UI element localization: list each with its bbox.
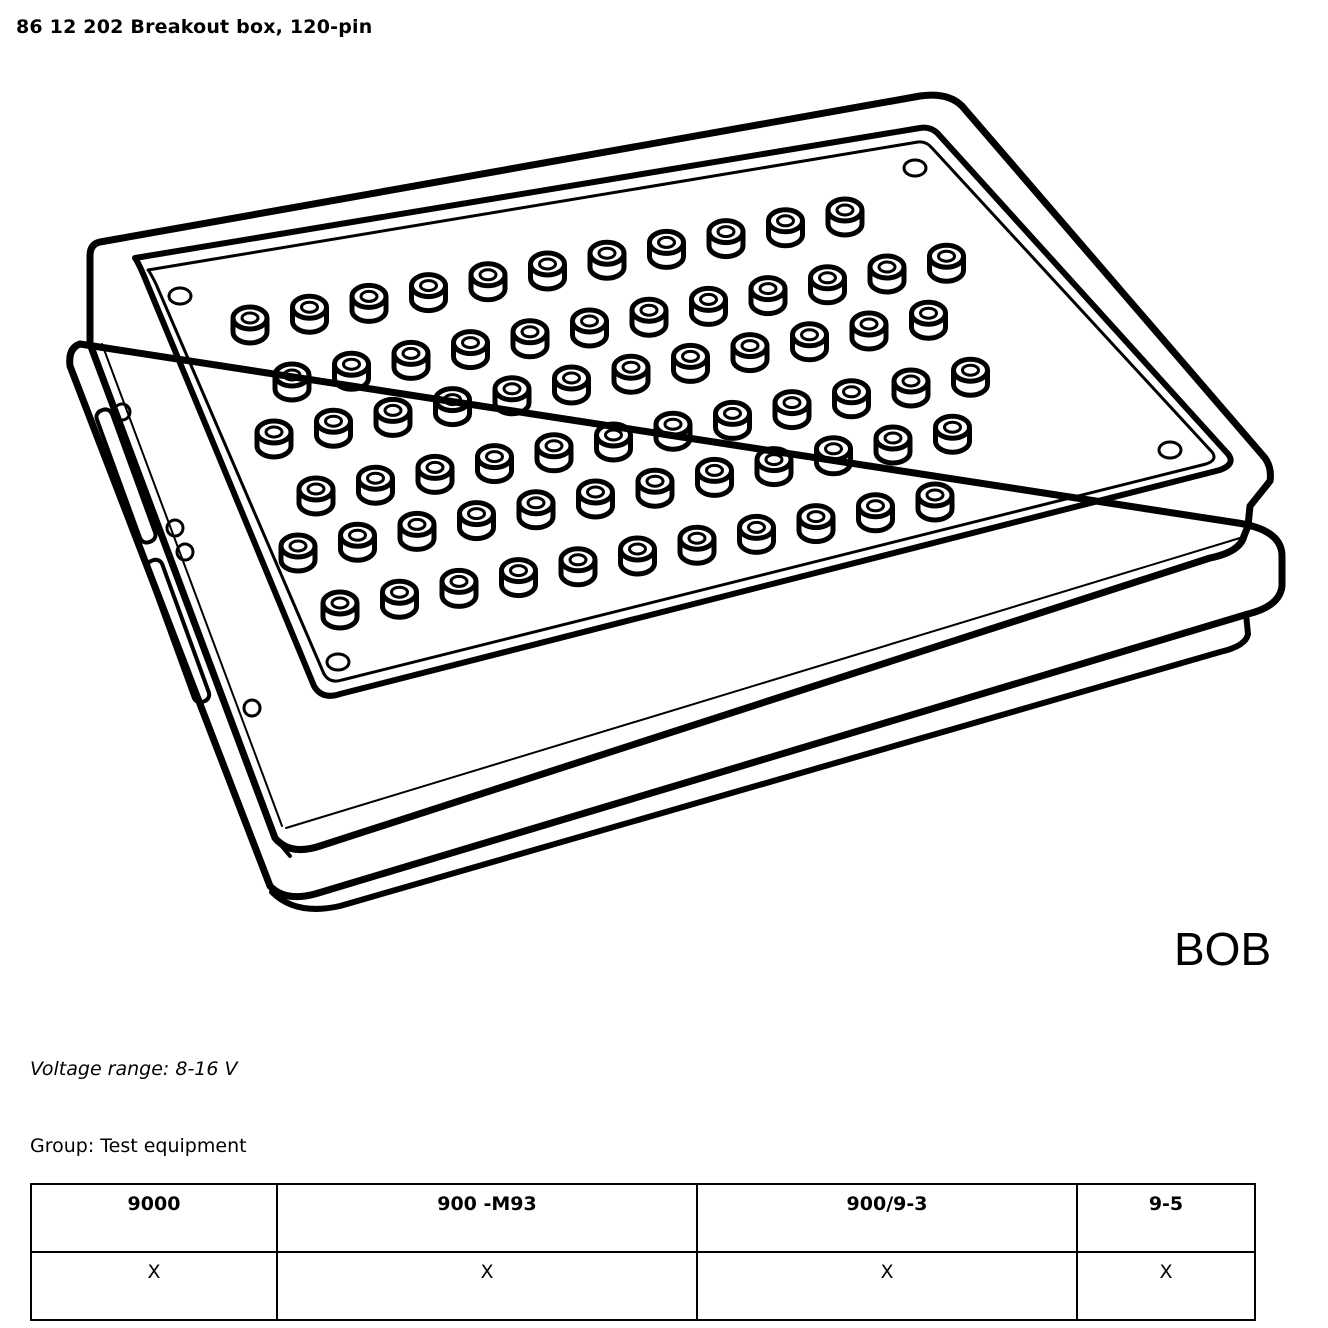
banana-socket-icon xyxy=(442,570,476,606)
side-screw-1 xyxy=(167,520,183,536)
panel-screw-bottom-left xyxy=(327,654,349,670)
banana-socket-icon xyxy=(513,321,547,357)
banana-socket-icon xyxy=(317,410,351,446)
panel-screw-bottom-right xyxy=(1159,442,1181,458)
banana-socket-icon xyxy=(299,478,333,514)
banana-socket-icon xyxy=(936,416,970,452)
banana-socket-icon xyxy=(799,506,833,542)
banana-socket-icon xyxy=(870,256,904,292)
banana-socket-icon xyxy=(519,492,553,528)
table-header-cell: 9-5 xyxy=(1077,1184,1255,1252)
table-header-cell: 900/9-3 xyxy=(697,1184,1077,1252)
banana-socket-icon xyxy=(775,392,809,428)
banana-socket-icon xyxy=(293,296,327,332)
banana-socket-icon xyxy=(579,481,613,517)
banana-socket-icon xyxy=(894,370,928,406)
banana-socket-icon xyxy=(632,299,666,335)
table-cell: X xyxy=(277,1252,697,1320)
banana-socket-icon xyxy=(674,345,708,381)
table-cell: X xyxy=(1077,1252,1255,1320)
banana-socket-icon xyxy=(412,275,446,311)
product-group: Group: Test equipment xyxy=(30,1135,247,1157)
banana-socket-icon xyxy=(656,413,690,449)
banana-socket-icon xyxy=(323,592,357,628)
table-cell: X xyxy=(697,1252,1077,1320)
banana-socket-icon xyxy=(692,288,726,324)
banana-socket-icon xyxy=(233,307,267,343)
banana-socket-icon xyxy=(436,389,470,425)
banana-socket-icon xyxy=(531,253,565,289)
banana-socket-icon xyxy=(281,535,315,571)
page-title: 86 12 202 Breakout box, 120-pin xyxy=(16,16,373,38)
banana-socket-icon xyxy=(852,313,886,349)
banana-socket-icon xyxy=(573,310,607,346)
banana-socket-icon xyxy=(555,367,589,403)
banana-socket-icon xyxy=(352,285,386,321)
banana-socket-icon xyxy=(478,446,512,482)
banana-socket-icon xyxy=(650,231,684,267)
panel-screw-top-right xyxy=(904,160,926,176)
banana-socket-icon xyxy=(257,421,291,457)
banana-socket-icon xyxy=(561,549,595,585)
banana-socket-icon xyxy=(751,278,785,314)
banana-socket-icon xyxy=(811,267,845,303)
table-header-row xyxy=(31,1184,1255,1252)
banana-socket-icon xyxy=(716,402,750,438)
banana-socket-icon xyxy=(537,435,571,471)
banana-socket-icon xyxy=(638,470,672,506)
banana-socket-icon xyxy=(698,459,732,495)
table-row xyxy=(31,1252,1255,1320)
banana-socket-icon xyxy=(876,427,910,463)
banana-socket-icon xyxy=(740,516,774,552)
banana-socket-icon xyxy=(376,399,410,435)
banana-socket-icon xyxy=(275,364,309,400)
compatibility-table xyxy=(30,1183,1256,1321)
banana-socket-icon xyxy=(383,581,417,617)
table-cell: X xyxy=(31,1252,277,1320)
banana-socket-icon xyxy=(835,381,869,417)
banana-socket-icon xyxy=(502,560,536,596)
box-panel-outline xyxy=(148,142,1214,681)
banana-socket-icon xyxy=(454,332,488,368)
panel-screw-top-left xyxy=(169,288,191,304)
box-top-outline xyxy=(90,95,1270,849)
banana-socket-icon xyxy=(418,456,452,492)
banana-socket-icon xyxy=(394,342,428,378)
banana-socket-icon xyxy=(912,302,946,338)
box-base-outline xyxy=(70,344,1282,897)
side-connector-1 xyxy=(95,407,158,544)
banana-socket-icon xyxy=(733,335,767,371)
banana-socket-icon xyxy=(400,513,434,549)
banana-socket-icon xyxy=(471,264,505,300)
box-frame-outline xyxy=(135,128,1231,696)
table-header-cell: 9000 xyxy=(31,1184,277,1252)
banana-socket-icon xyxy=(597,424,631,460)
banana-socket-icon xyxy=(930,245,964,281)
breakout-box-illustration xyxy=(60,86,1300,926)
banana-socket-icon xyxy=(709,221,743,257)
table-header-cell: 900 -M93 xyxy=(277,1184,697,1252)
banana-socket-icon xyxy=(359,467,393,503)
banana-socket-icon xyxy=(828,199,862,235)
banana-socket-icon xyxy=(341,524,375,560)
banana-socket-icon xyxy=(621,538,655,574)
banana-socket-icon xyxy=(954,359,988,395)
banana-socket-icon xyxy=(918,484,952,520)
product-label: BOB xyxy=(1174,923,1272,975)
banana-socket-icon xyxy=(614,356,648,392)
banana-socket-icon xyxy=(769,210,803,246)
banana-socket-icon xyxy=(817,438,851,474)
banana-socket-icon xyxy=(793,324,827,360)
banana-socket-icon xyxy=(859,495,893,531)
banana-socket-icon xyxy=(460,503,494,539)
banana-socket-icon xyxy=(590,242,624,278)
banana-socket-icon xyxy=(757,449,791,485)
banana-socket-icon xyxy=(680,527,714,563)
side-screw-3 xyxy=(244,700,260,716)
voltage-range: Voltage range: 8-16 V xyxy=(30,1058,238,1080)
